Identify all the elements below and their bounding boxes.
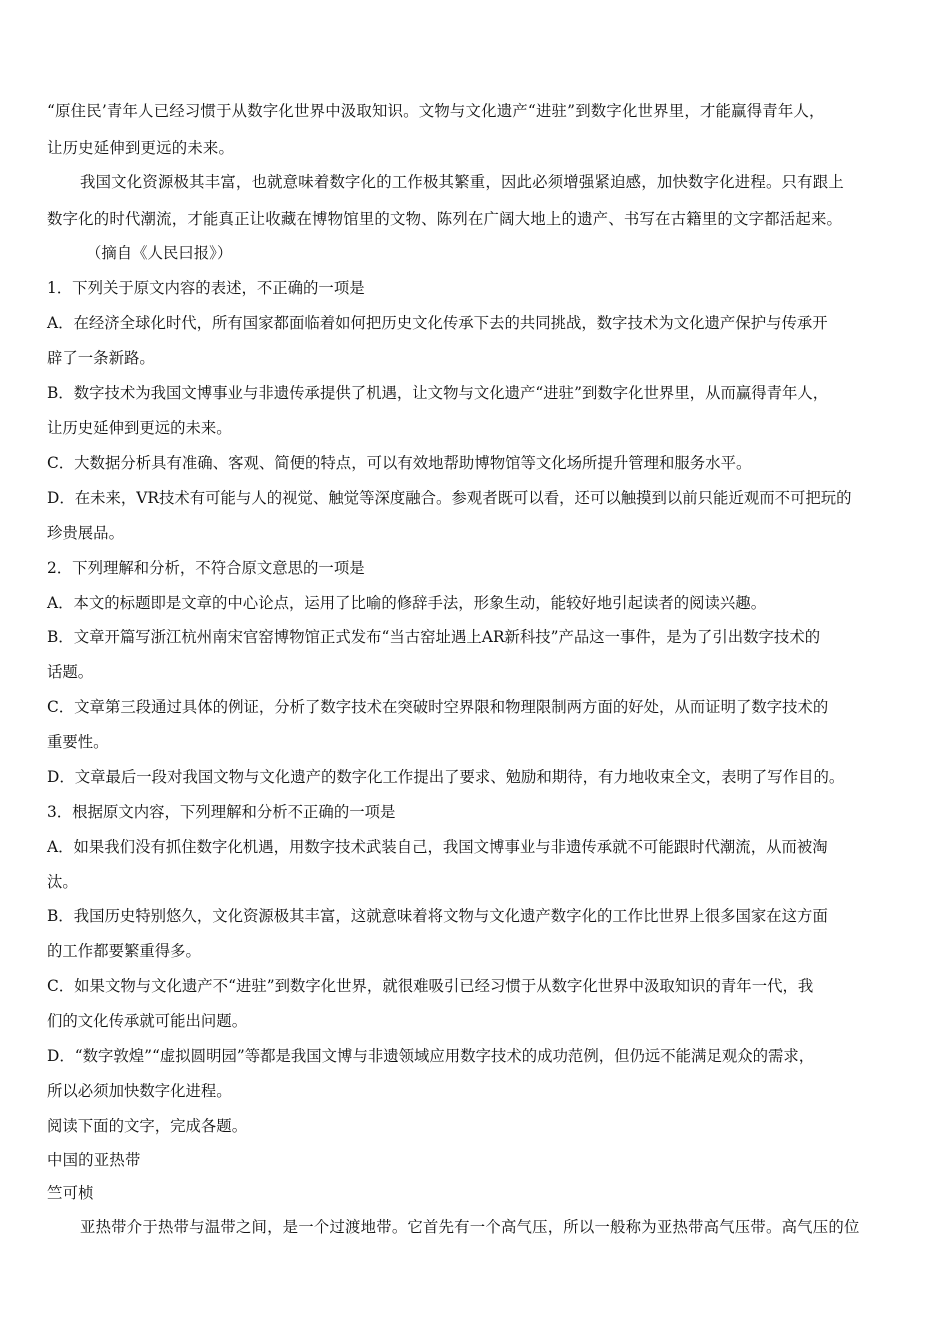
q3-option-a-cont: 汰。 <box>47 873 78 891</box>
q2-option-a: A．本文的标题即是文章的中心论点，运用了比喻的修辞手法，形象生动，能较好地引起读者的阅读兴趣。 <box>47 594 767 612</box>
q3-option-a: A．如果我们没有抓住数字化机遇，用数字技术武装自己，我国文博事业与非遗传承就不可能跟时代潮流，从而被淘 <box>47 838 828 856</box>
passage-line: 让历史延伸到更远的未来。 <box>47 139 235 157</box>
question-3-stem: 3．根据原文内容，下列理解和分析不正确的一项是 <box>47 803 396 821</box>
passage-line: 我国文化资源极其丰富，也就意味着数字化的工作极其繁重，因此必须增强紧迫感，加快数字化进程。只有跟上 <box>80 173 844 191</box>
question-2-stem: 2．下列理解和分析，不符合原文意思的一项是 <box>47 559 365 577</box>
question-1-stem: 1．下列关于原文内容的表述，不正确的一项是 <box>47 279 365 297</box>
q3-option-b: B．我国历史特别悠久，文化资源极其丰富，这就意味着将文物与文化遗产数字化的工作比世界上很多国家在这方面 <box>47 907 828 925</box>
passage-line: “原住民’青年人已经习惯于从数字化世界中汲取知识。文物与文化遗产“进驻”到数字化世界里，才能赢得青年人， <box>47 102 825 120</box>
reading-instruction: 阅读下面的文字，完成各题。 <box>47 1117 248 1135</box>
article-first-line: 亚热带介于热带与温带之间，是一个过渡地带。它首先有一个高气压，所以一般称为亚热带高气压带。高气压的位 <box>80 1218 860 1236</box>
source-citation: （摘自《人民曰报》） <box>86 244 233 262</box>
q3-option-c: C．如果文物与文化遗产不“进驻”到数字化世界，就很难吸引已经习惯于从数字化世界中汲取知识的青年一代，我 <box>47 977 814 995</box>
q1-option-c: C．大数据分析具有准确、客观、简便的特点，可以有效地帮助博物馆等文化场所提升管理和服务水平。 <box>47 454 752 472</box>
q3-option-d: D．“数字敦煌”“虚拟圆明园”等都是我国文博与非遗领域应用数字技术的成功范例，但仍远不能满足观众的需求， <box>47 1047 815 1065</box>
q2-option-d: D．文章最后一段对我国文物与文化遗产的数字化工作提出了要求、勉励和期待，有力地收束全文，表明了写作目的。 <box>47 768 845 786</box>
q3-option-b-cont: 的工作都要繁重得多。 <box>47 942 201 960</box>
q1-option-d-cont: 珍贵展品。 <box>47 524 124 542</box>
q2-option-c: C．文章第三段通过具体的例证，分析了数字技术在突破时空界限和物理限制两方面的好处，从而证明了数字技术的 <box>47 698 829 716</box>
q1-option-a-cont: 辟了一条新路。 <box>47 349 155 367</box>
q3-option-c-cont: 们的文化传承就可能出问题。 <box>47 1012 248 1030</box>
q2-option-c-cont: 重要性。 <box>47 733 109 751</box>
q1-option-a: A．在经济全球化时代，所有国家都面临着如何把历史文化传承下去的共同挑战，数字技术为文化遗产保护与传承开 <box>47 314 828 332</box>
q1-option-b: B．数字技术为我国文博事业与非遗传承提供了机遇，让文物与文化遗产“进驻”到数字化世界里，从而赢得青年人， <box>47 384 829 402</box>
article-author: 竺可桢 <box>47 1184 94 1202</box>
q3-option-d-cont: 所以必须加快数字化进程。 <box>47 1082 232 1100</box>
q2-option-b-cont: 话题。 <box>47 663 94 681</box>
q1-option-b-cont: 让历史延伸到更远的未来。 <box>47 419 232 437</box>
q2-option-b: B．文章开篇写浙江杭州南宋官窑博物馆正式发布“当古窑址遇上AR新科技”产品这一事件，是为了引出数字技术的 <box>47 628 821 646</box>
passage-line: 数字化的时代潮流，才能真正让收藏在博物馆里的文物、陈列在广阔大地上的遗产、书写在古籍里的文字都活起来。 <box>47 210 843 228</box>
article-title: 中国的亚热带 <box>47 1151 141 1169</box>
q1-option-d: D．在未来，VR技术有可能与人的视觉、触觉等深度融合。参观者既可以看，还可以触摸到以前只能近观而不可把玩的 <box>47 489 852 507</box>
